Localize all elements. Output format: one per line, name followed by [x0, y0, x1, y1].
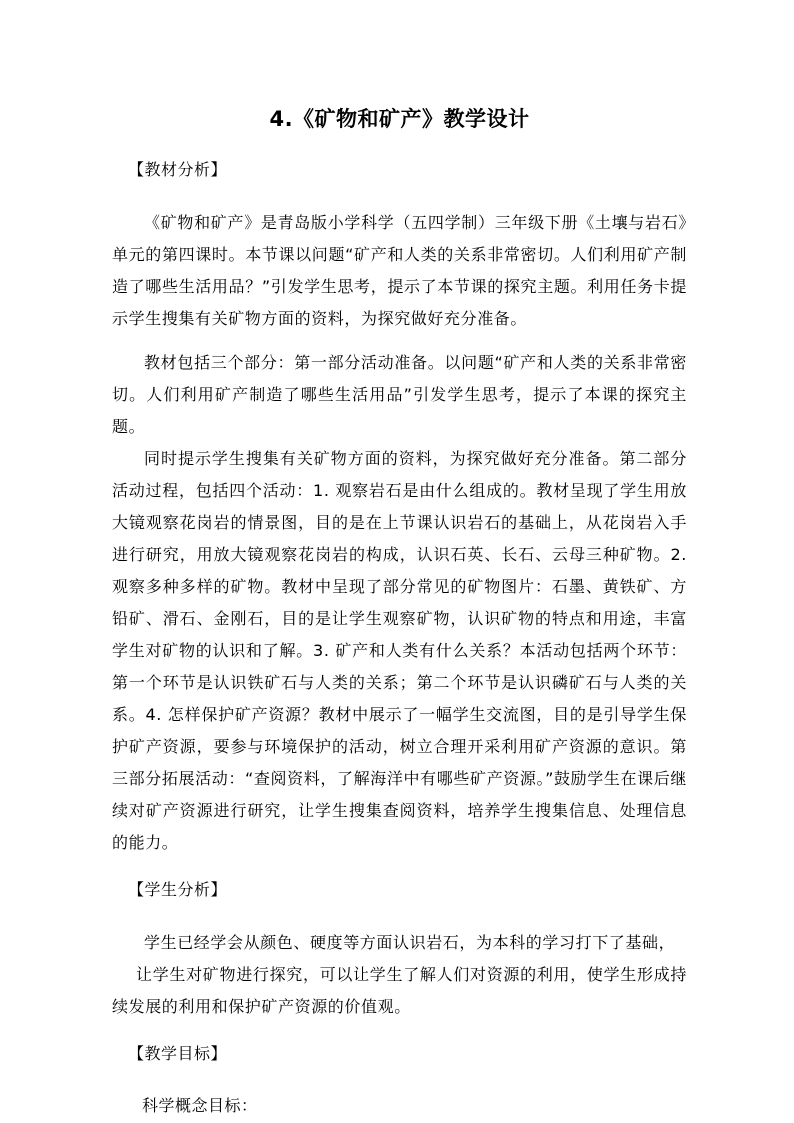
section-heading-student-analysis: 【学生分析】	[128, 880, 228, 899]
textbook-analysis-paragraph-1: 《矿物和矿产》是青岛版小学科学（五四学制）三年级下册《土壤与岩石》单元的第四课时。本节课以问题“矿产和人类的关系非常密切。人们利用矿产制造了哪些生活用品？”引发学生思考，提示了本节课的探究主题。利用任务卡提示学生搜集有关矿物方面的资料，为探究做好充分准备。	[112, 213, 687, 328]
student-analysis-paragraph-1: 学生已经学会从颜色、硬度等方面认识岩石，为本科的学习打下了基础，	[144, 933, 676, 952]
section-heading-textbook-analysis: 【教材分析】	[128, 160, 228, 179]
document-body	[112, 103, 687, 1121]
textbook-analysis-paragraph-3: 同时提示学生搜集有关矿物方面的资料，为探究做好充分准备。第二部分活动过程，包括四个活动：1. 观察岩石是由什么组成的。教材呈现了学生用放大镜观察花岗岩的情景图，目的是在上节课认识岩石的基础上，从花岗岩入手进行研究，用放大镜观察花岗岩的构成，认识石英、长石、云母三种矿物。2. 观察多种多样的矿物。教材中呈现了部分常见的矿物图片：石墨、黄铁矿、方铅矿、滑石、金刚石，目的是让学生观察矿物，认识矿物的特点和用途，丰富学生对矿物的认识和了解。3. 矿产和人类有什么关系？本活动包括两个环节：第一个环节是认识铁矿石与人类的关系；第二个环节是认识磷矿石与人类的关系。4. 怎样保护矿产资源？教材中展示了一幅学生交流图，目的是引导学生保护矿产资源，要参与环境保护的活动，树立合理开采利用矿产资源的意识。第三部分拓展活动：“查阅资料，了解海洋中有哪些矿产资源。”鼓励学生在课后继续对矿产资源进行研究，让学生搜集查阅资料，培养学生搜集信息、处理信息的能力。	[112, 449, 687, 852]
science-concept-goal-label: 科学概念目标：	[142, 1096, 258, 1115]
section-heading-teaching-goals: 【教学目标】	[128, 1044, 228, 1063]
student-analysis-paragraph-2: 让学生对矿物进行探究，可以让学生了解人们对资源的利用，使学生形成持续发展的利用和保护矿产资源的价值观。	[112, 965, 687, 1016]
document-title: 4.《矿物和矿产》教学设计	[269, 107, 530, 131]
textbook-analysis-paragraph-2: 教材包括三个部分：第一部分活动准备。以问题“矿产和人类的关系非常密切。人们利用矿产制造了哪些生活用品”引发学生思考，提示了本课的探究主题。	[112, 353, 687, 436]
